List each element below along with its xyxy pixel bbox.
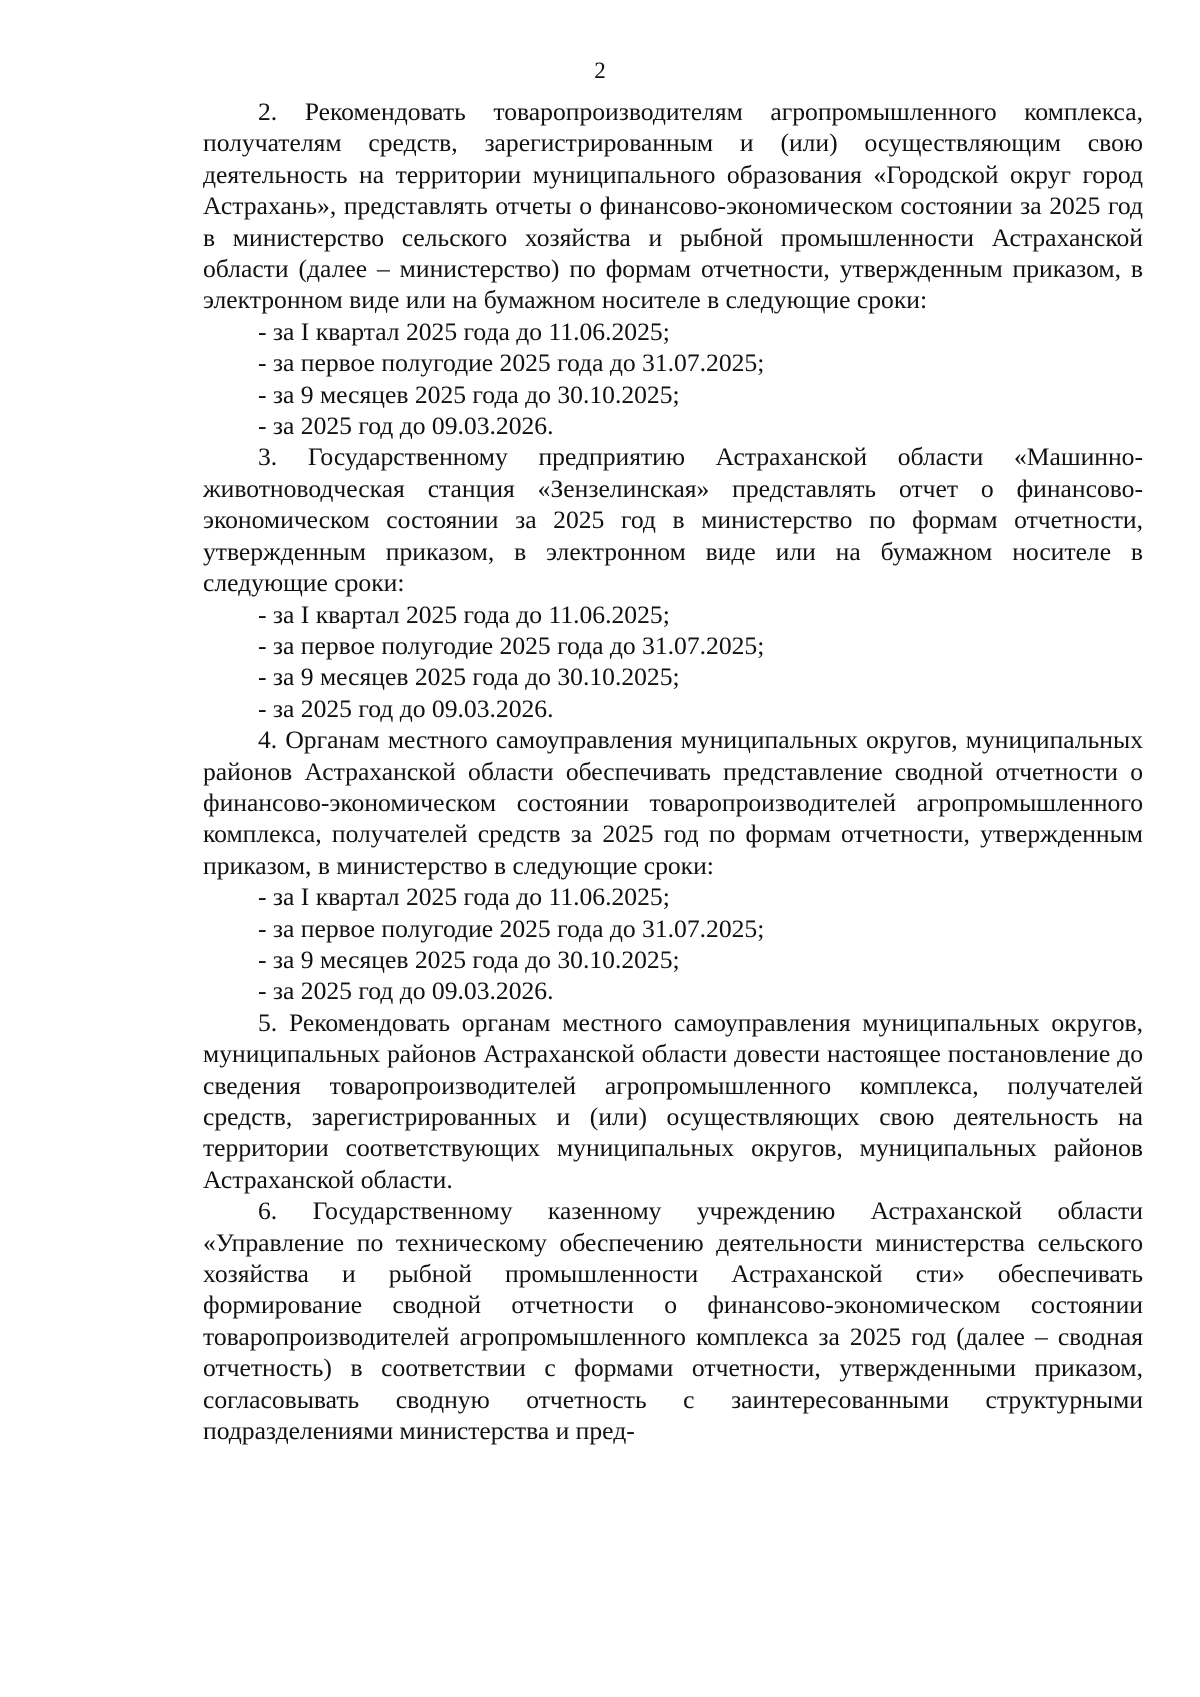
paragraph-5: 5. Рекомендовать органам местного самоуправления муниципальных округов, муниципальных районов Астраханской области довести настоящее постановление до сведения товаропроизводителей агропромышленного комплекса, получателей средств, зарегистрированных и (или) осуществляющих свою деятельность на территории соответствующих муниципальных округов, муниципальных районов Астраханской области. <box>203 1007 1143 1194</box>
paragraph-3: 3. Государственному предприятию Астраханской области «Машинно-животноводческая станция «Зензелинская» представлять отчет о финансово-экономическом состоянии за 2025 год в министерство по формам отчетности, утвержденным приказом, в электронном виде или на бумажном носителе в следующие сроки: <box>203 442 1143 598</box>
list-item: - за первое полугодие 2025 года до 31.07.2025; <box>258 913 765 943</box>
list-item: - за I квартал 2025 года до 11.06.2025; <box>258 882 670 912</box>
paragraph-4: 4. Органам местного самоуправления муниципальных округов, муниципальных районов Астраханской области обеспечивать представление сводной отчетности о финансово-экономическом состоянии товаропроизводителей агропромышленного комплекса, получателей средств за 2025 год по формам отчетности, утвержденным приказом, в министерство в следующие сроки: <box>203 725 1143 880</box>
list-item: - за I квартал 2025 года до 11.06.2025; <box>258 316 670 346</box>
list-item: - за 9 месяцев 2025 года до 30.10.2025; <box>258 944 680 974</box>
list-item: - за первое полугодие 2025 года до 31.07.2025; <box>258 630 765 660</box>
list-item: - за 9 месяцев 2025 года до 30.10.2025; <box>258 379 680 409</box>
list-item: - за I квартал 2025 года до 11.06.2025; <box>258 599 670 629</box>
list-item: - за 9 месяцев 2025 года до 30.10.2025; <box>258 662 680 692</box>
document-body <box>203 96 1143 1446</box>
list-item: - за первое полугодие 2025 года до 31.07.2025; <box>258 348 765 378</box>
page-number: 2 <box>594 58 606 83</box>
list-item: - за 2025 год до 09.03.2026. <box>258 976 554 1006</box>
list-item: - за 2025 год до 09.03.2026. <box>258 411 554 441</box>
paragraph-6: 6. Государственному казенному учреждению Астраханской области «Управление по техническому обеспечению деятельности министерства сельского хозяйства и рыбной промышленности Астраханской сти» обеспечивать формирование сводной отчетности о финансово-экономическом состоянии товаропроизводителей агропромышленного комплекса за 2025 год (далее – сводная отчетность) в соответствии с формами отчетности, утвержденными приказом, согласовывать сводную отчетность с заинтересованными структурными подразделениями министерства и пред- <box>203 1196 1143 1446</box>
list-item: - за 2025 год до 09.03.2026. <box>258 693 554 723</box>
paragraph-2: 2. Рекомендовать товаропроизводителям агропромышленного комплекса, получателям средств, зарегистрированным и (или) осуществляющим свою деятельность на территории муниципального образования «Городской округ город Астрахань», представлять отчеты о финансово-экономическом состоянии за 2025 год в министерство сельского хозяйства и рыбной промышленности Астраханской области (далее – министерство) по формам отчетности, утвержденным приказом, в электронном виде или на бумажном носителе в следующие сроки: <box>203 97 1143 315</box>
